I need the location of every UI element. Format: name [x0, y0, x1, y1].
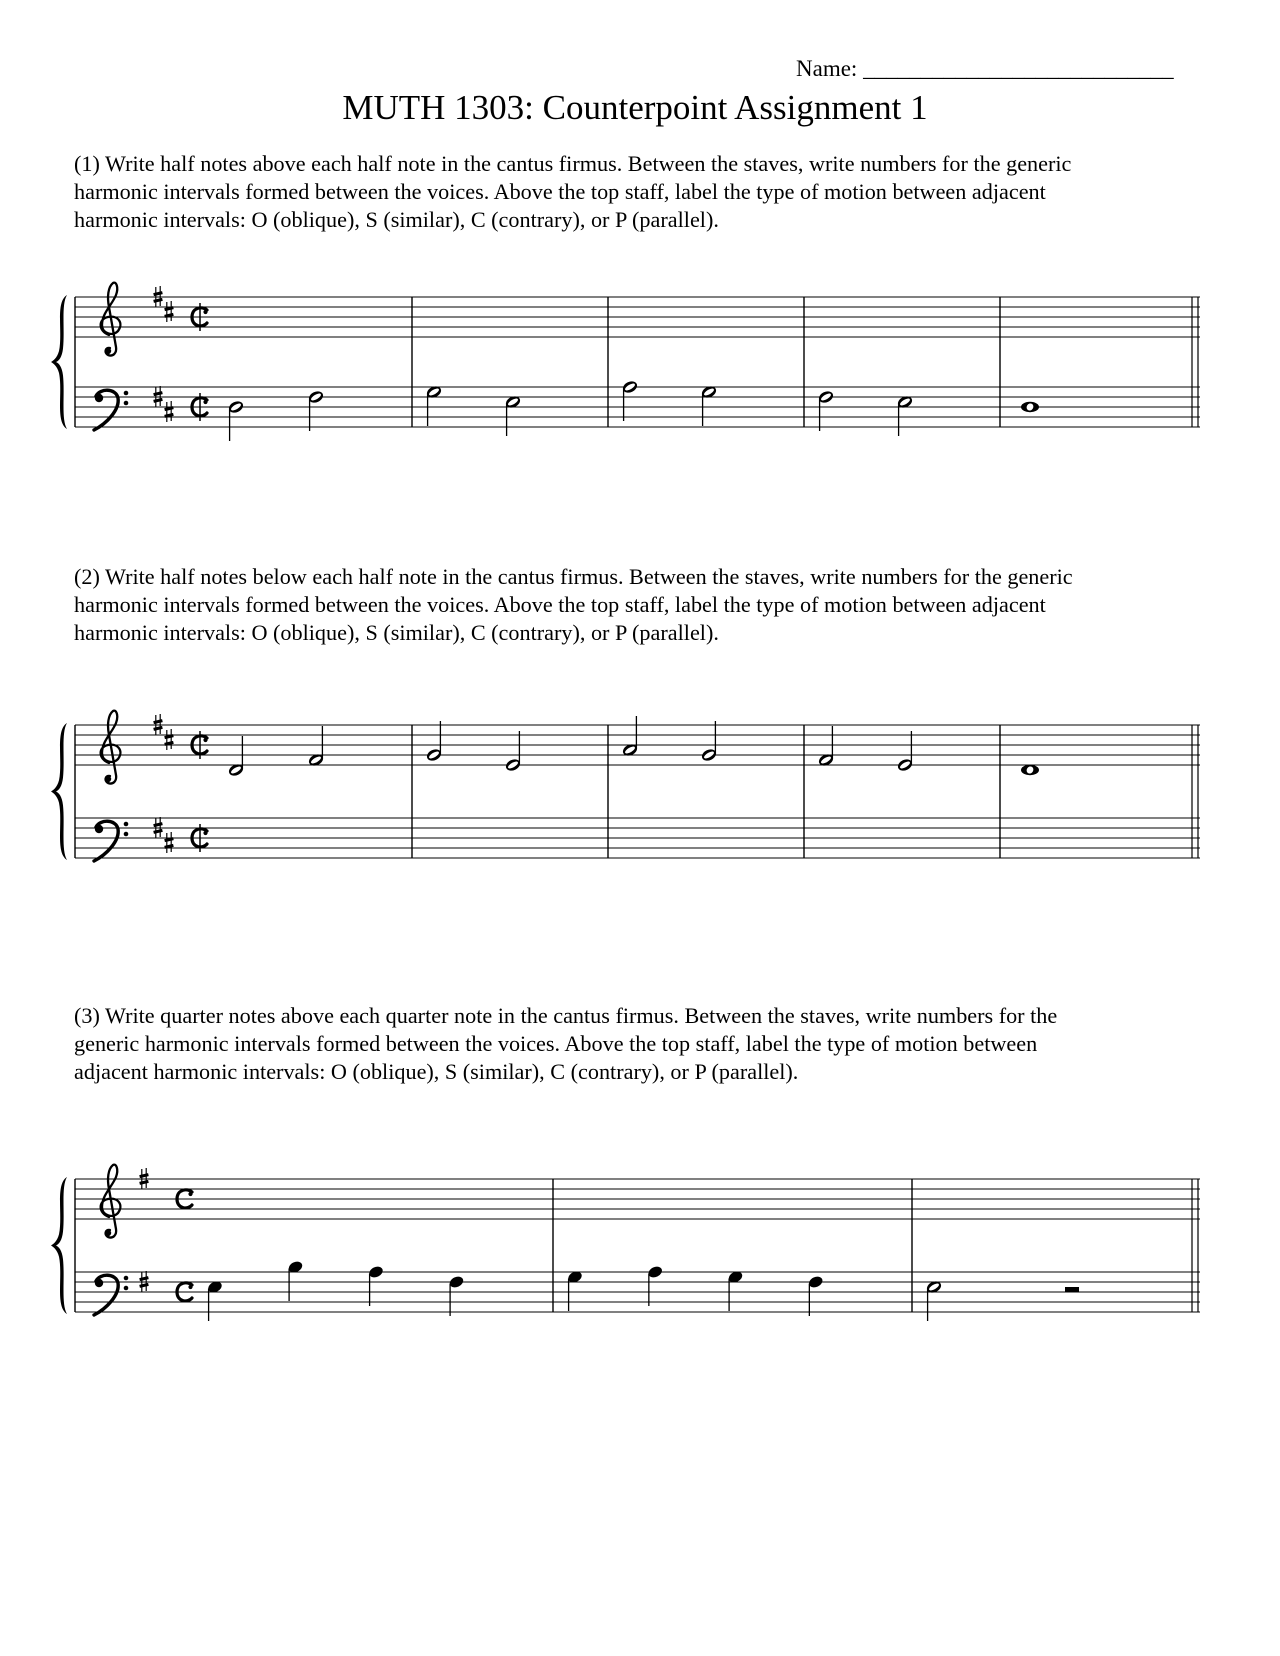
instruction-line: harmonic intervals formed between the voices. Above the top staff, label the type of motion between adjacent [74, 592, 1046, 617]
instruction-line: (1) Write half notes above each half note in the cantus firmus. Between the staves, write numbers for the generic [74, 151, 1072, 176]
name-blank-line[interactable]: ___________________________ [863, 56, 1174, 81]
bass-staff [75, 1271, 1200, 1315]
treble-staff [75, 1165, 1200, 1238]
bass-clef [94, 390, 128, 430]
instruction-line: generic harmonic intervals formed between the voices. Above the top staff, label the type of motion between [74, 1031, 1038, 1056]
instruction-line: adjacent harmonic intervals: O (oblique), S (similar), C (contrary), or P (parallel). [74, 1059, 799, 1084]
system-1 [51, 283, 1200, 441]
treble-clef [101, 1165, 121, 1238]
treble-clef [101, 711, 121, 784]
bass-clef [94, 821, 128, 861]
key-sharp [165, 301, 174, 322]
instruction-line: (2) Write half notes below each half note in the cantus firmus. Between the staves, write numbers for the generic [74, 564, 1073, 589]
brace [51, 723, 67, 860]
brace [51, 1177, 67, 1314]
system-3 [51, 1165, 1200, 1321]
system-2 [51, 711, 1200, 861]
key-sharp [165, 729, 174, 750]
bass-clef [94, 1275, 128, 1315]
treble-staff [75, 283, 1200, 356]
instruction-line: (3) Write quarter notes above each quarter note in the cantus firmus. Between the staves, write numbers for the [74, 1003, 1058, 1028]
name-label: Name: [796, 56, 858, 81]
page-title: MUTH 1303: Counterpoint Assignment 1 [342, 88, 928, 127]
brace [51, 295, 67, 429]
whole-note [1021, 765, 1039, 775]
instruction-line: harmonic intervals: O (oblique), S (similar), C (contrary), or P (parallel). [74, 207, 719, 232]
instruction-line: harmonic intervals: O (oblique), S (similar), C (contrary), or P (parallel). [74, 620, 719, 645]
bass-staff [75, 817, 1200, 861]
treble-clef [101, 283, 121, 356]
key-sharp [165, 401, 174, 422]
key-sharp [165, 832, 174, 853]
whole-note [1021, 402, 1039, 412]
instruction-line: harmonic intervals formed between the voices. Above the top staff, label the type of motion between adjacent [74, 179, 1046, 204]
half-rest [1065, 1287, 1079, 1292]
